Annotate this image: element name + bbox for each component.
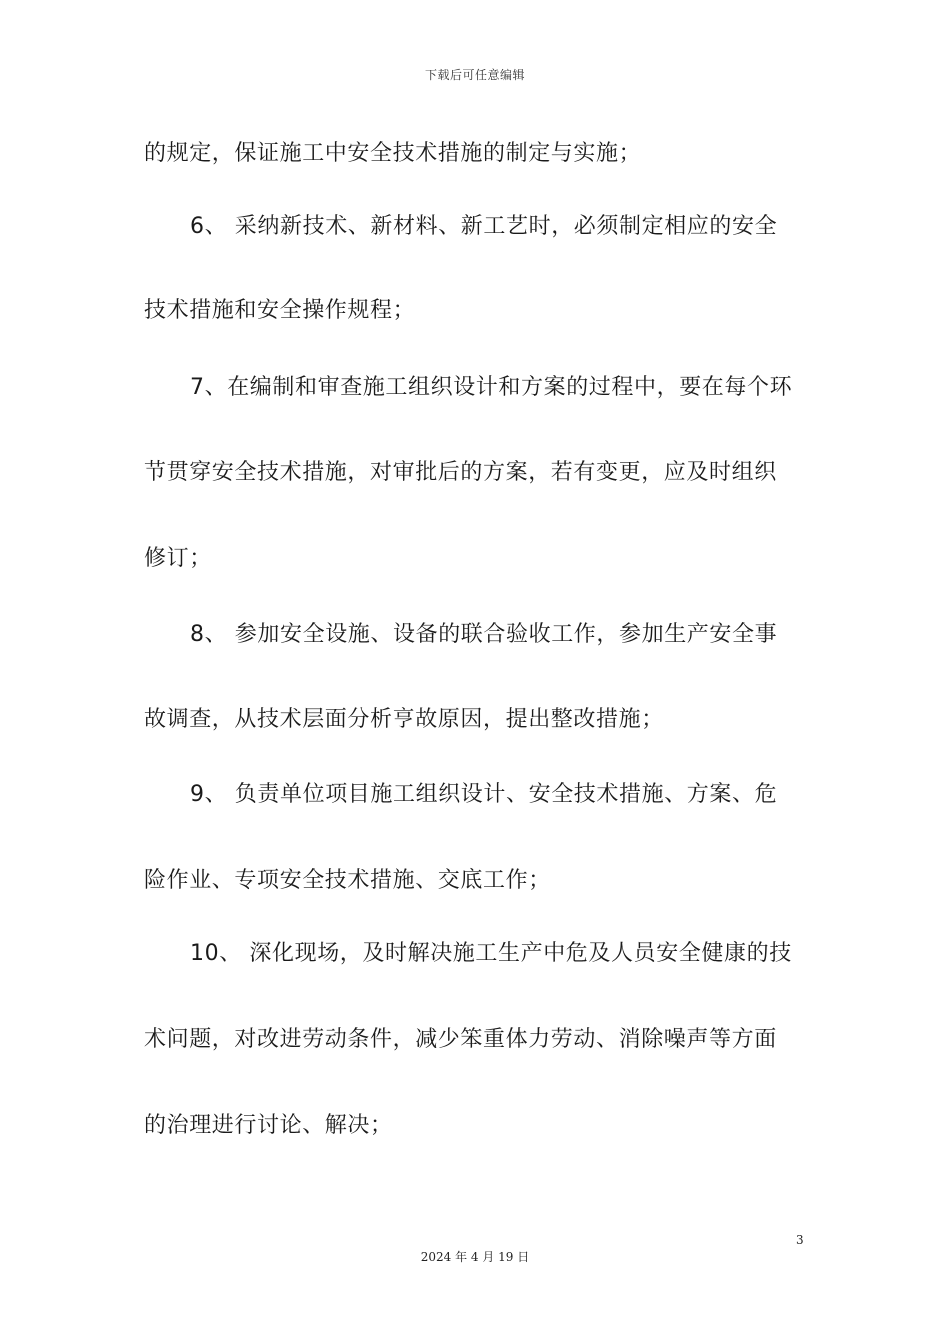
body-line: 险作业、专项安全技术措施、交底工作； (144, 868, 551, 893)
body-line: 10、 深化现场，及时解决施工生产中危及人员安全健康的技 (190, 941, 792, 966)
body-line: 修订； (144, 546, 212, 571)
body-line: 技术措施和安全操作规程； (144, 298, 416, 323)
body-line: 8、 参加安全设施、设备的联合验收工作，参加生产安全事 (190, 622, 778, 647)
body-line: 故调查，从技术层面分析亨故原因，提出整改措施； (144, 707, 664, 732)
body-line: 9、 负责单位项目施工组织设计、安全技术措施、方案、危 (190, 782, 778, 807)
body-line: 的治理进行讨论、解决； (144, 1113, 393, 1138)
page-header: 下载后可任意编辑 (424, 68, 525, 82)
body-line: 节贯穿安全技术措施，对审批后的方案，若有变更，应及时组织 (144, 460, 777, 485)
body-line: 7、在编制和审查施工组织设计和方案的过程中，要在每个环 (190, 375, 793, 400)
body-line: 6、 采纳新技术、新材料、新工艺时，必须制定相应的安全 (190, 214, 778, 239)
body-line: 术问题，对改进劳动条件，减少笨重体力劳动、消除噪声等方面 (144, 1027, 777, 1052)
footer-date: 2024 年 4 月 19 日 (420, 1250, 530, 1264)
body-line: 的规定，保证施工中安全技术措施的制定与实施； (144, 141, 642, 166)
page-number: 3 (796, 1233, 804, 1247)
